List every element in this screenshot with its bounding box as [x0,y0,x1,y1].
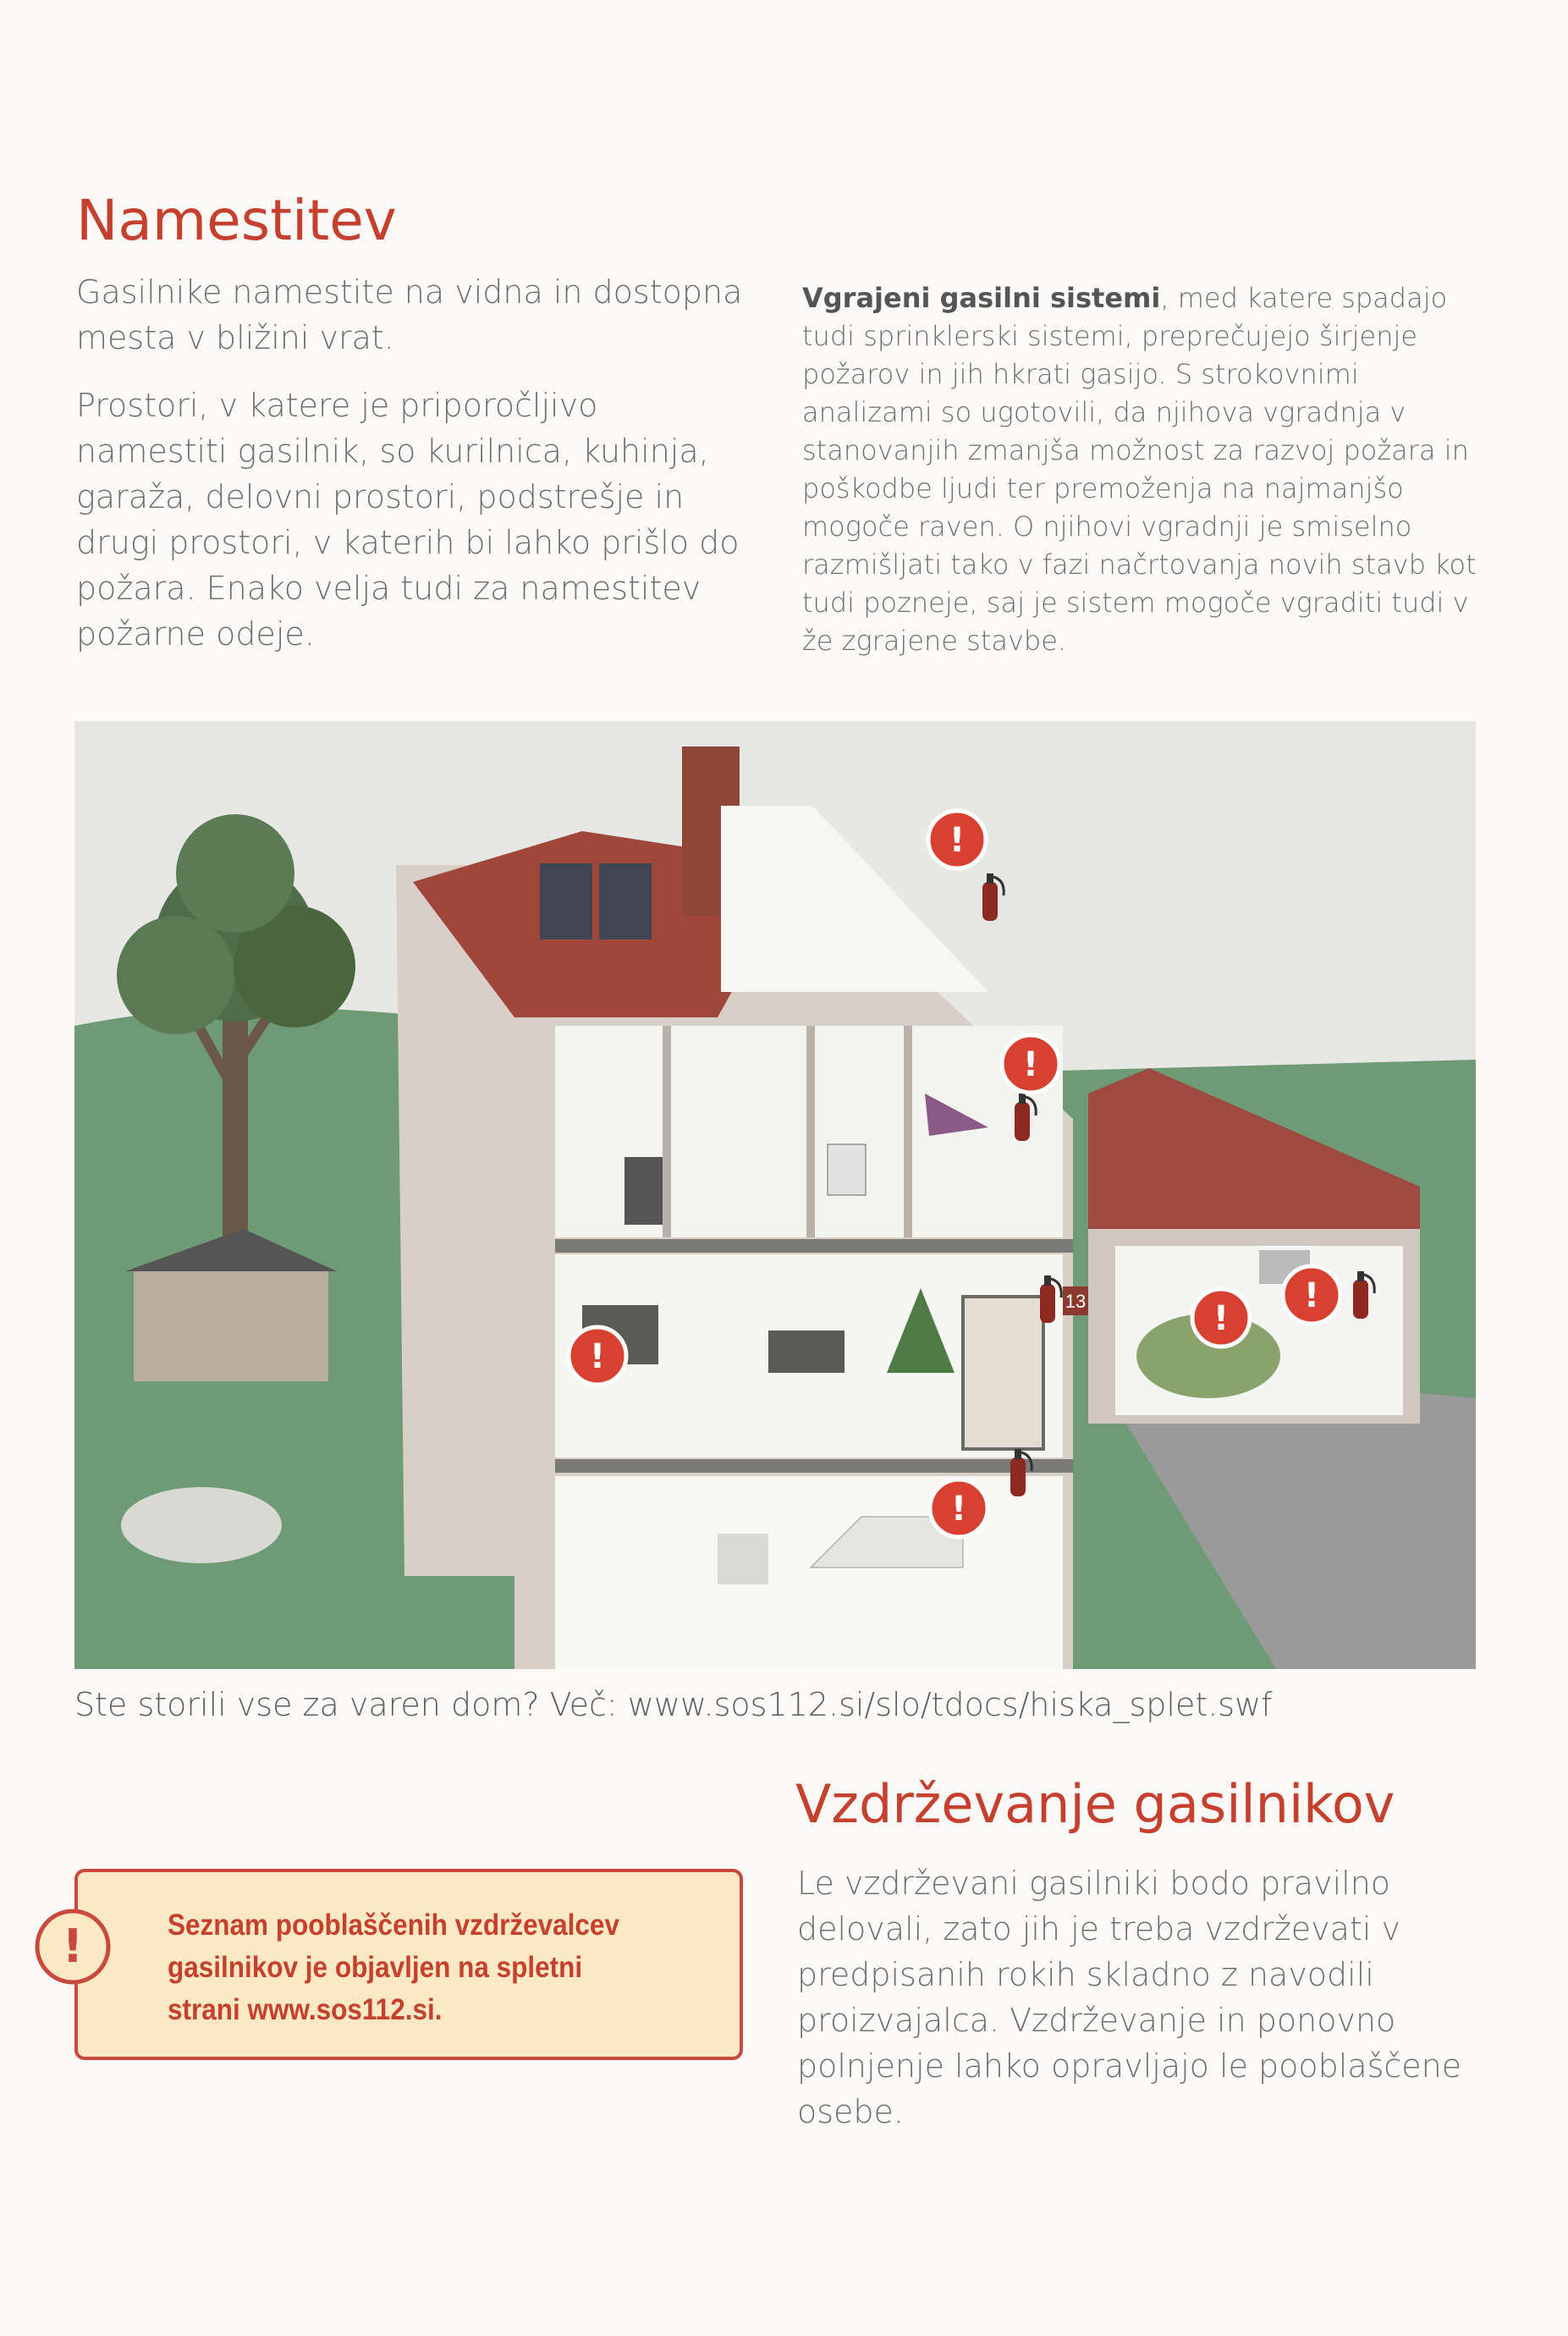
svg-text:!: ! [589,1337,606,1376]
svg-text:!: ! [950,1490,967,1529]
svg-text:!: ! [1213,1299,1230,1338]
warning-marker-attic [928,811,986,868]
paragraph-maintenance: Le vzdrževani gasilniki bodo pravilno delovali, zato jih je treba vzdrževati v predpisanih rokih skladno z navodili proizvajalca. Vzdrževanje in ponovno polnjenje lahko opravljajo le pooblaščene osebe. [797,1865,1462,2130]
built-in-systems-text: , med katere spadajo tudi sprinklerski sistemi, preprečujejo širjenje požarov in jih hkrati gasijo. S strokovnimi analizami so ugotovili, da njihova vgradnja v stanovanjih zmanjša možnost za razvoj požara in poškodbe ljudi ter premoženja na najmanjšo mogoče raven. O njihovi vgradnji je smiselno razmišljati tako v fazi načrtovanja novih stavb kot tudi pozneje, saj je sistem mogoče vgraditi tudi v že zgrajene stavbe. [802,282,1477,657]
notice-text: Seznam pooblaščenih vzdrževalcev gasilnikov je objavljen na spletni strani www.sos112.si. [168,1909,619,2026]
exclamation-icon [32,1906,113,1987]
section-title-namestitev: Namestitev [76,188,397,253]
house-cutaway-illustration [74,721,1476,1669]
warning-marker-garage-left [1192,1289,1250,1347]
warning-marker-basement [930,1479,988,1537]
svg-text:!: ! [949,821,966,860]
illustration-caption: Ste storili vse za varen dom? Več: www.sos112.si/slo/tdocs/hiska_splet.swf [74,1686,1273,1723]
exclamation-glyph: ! [62,1920,84,1973]
section-title-maintenance: Vzdrževanje gasilnikov [795,1773,1395,1835]
svg-text:!: ! [1022,1045,1039,1084]
paragraph-placement: Gasilnike namestite na vidna in dostopna mesta v bližini vrat. [76,273,743,356]
warning-marker-garage-right [1283,1266,1340,1324]
door-number: 13 [1065,1291,1087,1312]
paragraph-rooms: Prostori, v katere je priporočljivo namestiti gasilnik, so kurilnica, kuhinja, garaža, delovni prostori, podstrešje in drugi prostori, v katerih bi lahko prišlo do požara. Enako velja tudi za namestitev požarne odeje. [76,387,740,653]
built-in-systems-term: Vgrajeni gasilni sistemi [802,282,1161,314]
warning-marker-kitchen [569,1327,626,1385]
svg-text:!: ! [1303,1276,1320,1315]
warning-marker-upper-floor [1002,1035,1059,1093]
paragraph-built-in-systems [802,279,1488,660]
